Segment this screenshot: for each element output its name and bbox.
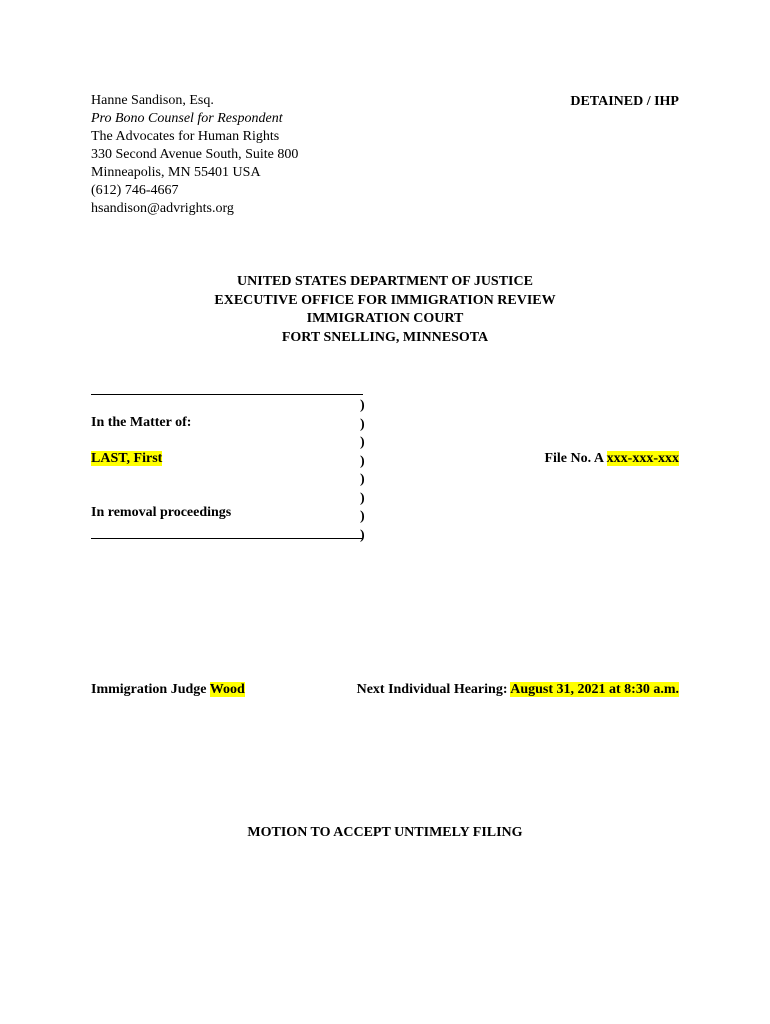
court-heading: [0, 273, 770, 347]
respondent-name-text: LAST, First: [91, 451, 163, 466]
hearing-date: August 31, 2021 at 8:30 a.m.: [510, 682, 679, 697]
judge-label: Immigration Judge: [91, 682, 210, 697]
caption-paren: ): [360, 416, 365, 432]
court-line-doj: UNITED STATES DEPARTMENT OF JUSTICE: [237, 274, 533, 289]
counsel-address-line2: Minneapolis, MN 55401 USA: [91, 165, 261, 180]
caption-paren: ): [360, 398, 365, 413]
caption-top-rule: [91, 394, 363, 395]
file-number-label: File No. A: [544, 451, 607, 466]
court-line-eoir: EXECUTIVE OFFICE FOR IMMIGRATION REVIEW: [214, 292, 556, 308]
file-number: [544, 451, 679, 467]
counsel-phone: (612) 746-4667: [91, 183, 179, 198]
caption-paren: ): [360, 435, 365, 450]
counsel-address-line1: 330 Second Avenue South, Suite 800: [91, 147, 299, 162]
caption-paren: ): [360, 490, 365, 506]
hearing-label: Next Individual Hearing:: [356, 682, 511, 697]
proceedings-label: In removal proceedings: [91, 505, 232, 520]
immigration-judge: [91, 682, 245, 698]
caption-parentheses: [360, 397, 365, 545]
judge-name: Wood: [209, 682, 245, 697]
court-line-location: FORT SNELLING, MINNESOTA: [281, 329, 489, 345]
file-number-value: xxx-xxx-xxx: [606, 451, 679, 466]
matter-label: In the Matter of:: [91, 415, 192, 430]
caption-bottom-rule: [91, 538, 363, 539]
counsel-block: [91, 92, 298, 218]
detention-status: DETAINED / IHP: [570, 94, 679, 109]
caption-paren: ): [360, 509, 365, 524]
counsel-email: hsandison@advrights.org: [91, 201, 234, 216]
court-line-immigration-court: IMMIGRATION COURT: [306, 311, 464, 326]
caption-paren: ): [360, 472, 365, 487]
respondent-name: [91, 451, 162, 467]
motion-title: MOTION TO ACCEPT UNTIMELY FILING: [247, 825, 523, 840]
caption-paren: ): [360, 453, 365, 469]
counsel-org: The Advocates for Human Rights: [91, 129, 280, 144]
caption-paren: ): [360, 527, 365, 543]
next-hearing: [357, 682, 679, 698]
counsel-role: Pro Bono Counsel for Respondent: [91, 111, 283, 126]
counsel-name: Hanne Sandison, Esq.: [91, 93, 214, 108]
